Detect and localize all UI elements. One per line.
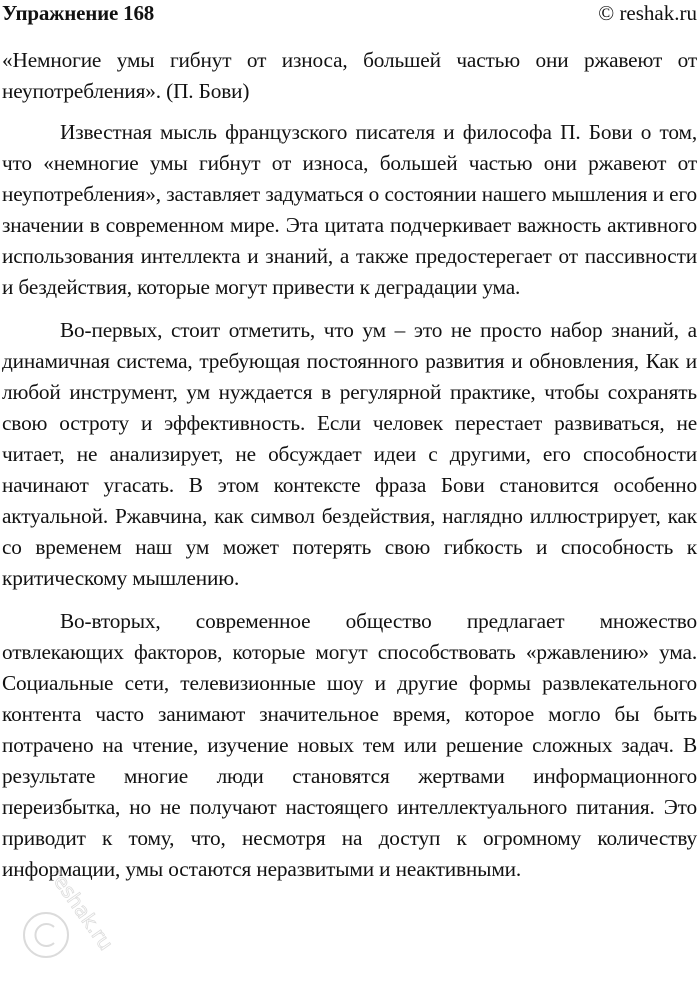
paragraph-first-argument: Во-первых, стоит отметить, что ум – это не просто набор знаний, а динамичная система, требующая постоянного развития и обновления, Как и любой инструмент, ум нуждается в регулярной практике, чтобы сохранять свою остроту и эффективность. Если человек перестает развиваться, не читает, не анализирует, не обсуждает идеи с другими, его способности начинают угасать. В этом контексте фраза Бови становится особенно актуальной. Ржавчина, как символ бездействия, наглядно иллюстрирует, как со временем наш ум может потерять свою гибкость и способность к критическому мышлению. bbox=[2, 318, 697, 590]
svg-text:reshak.ru: reshak.ru bbox=[44, 863, 118, 955]
essay-body bbox=[2, 45, 697, 897]
page-header bbox=[0, 0, 699, 28]
paragraph-second-argument: Во-вторых, современное общество предлагает множество отвлекающих факторов, которые могут способствовать «ржавлению» ума. Социальные сети, телевизионные шоу и другие формы развлекательного контента часто занимают значительное время, которое могло бы быть потрачено на чтение, изучение новых тем или решение сложных задач. В результате многие люди становятся жертвами информационного переизбытка, но не получают настоящего интеллектуального питания. Это приводит к тому, что, несмотря на доступ к огромному количеству информации, умы остаются неразвитыми и неактивными. bbox=[2, 609, 697, 881]
copyright-label: © reshak.ru bbox=[598, 1, 697, 25]
epigraph-quote: «Немногие умы гибнут от износа, большей частью они ржавеют от неупотребления». (П. Бови) bbox=[2, 48, 697, 103]
exercise-title: Упражнение 168 bbox=[2, 1, 155, 25]
paragraph-intro: Известная мысль французского писателя и философа П. Бови о том, что «немногие умы гибнут от износа, большей частью они ржавеют от неупотребления», заставляет задуматься о состоянии нашего мышления и его значении в современном мире. Эта цитата подчеркивает важность активного использования интеллекта и знаний, а также предостерегает от пассивности и бездействия, которые могут привести к деградации ума. bbox=[2, 120, 697, 299]
